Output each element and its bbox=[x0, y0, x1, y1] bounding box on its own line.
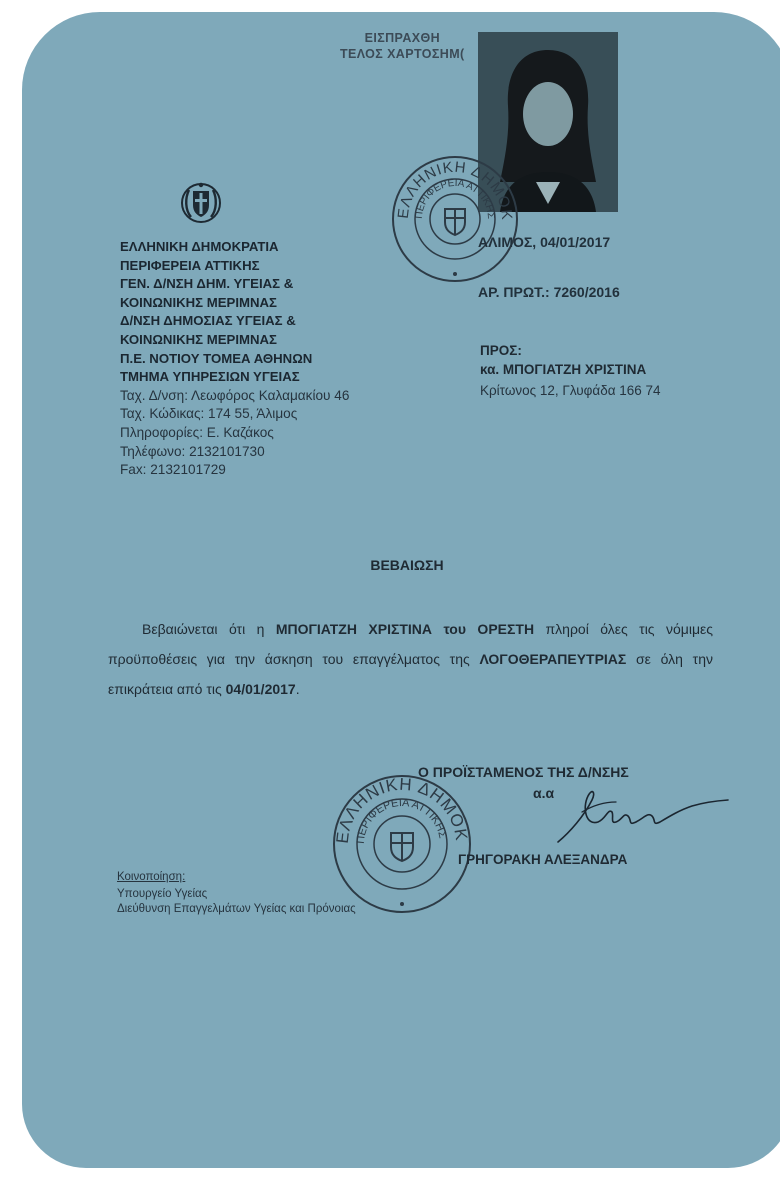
sender-org-line: ΚΟΙΝΩΝΙΚΗΣ ΜΕΡΙΜΝΑΣ bbox=[120, 294, 277, 310]
official-seal-top bbox=[388, 152, 522, 291]
seal-bottom-inner-text: ΠΕΡΙΦΕΡΕΙΑ ΑΤΤΙΚΗΣ bbox=[354, 796, 449, 845]
signatory-title: Ο ΠΡΟΪΣΤΑΜΕΝΟΣ ΤΗΣ Δ/ΝΣΗΣ bbox=[418, 764, 629, 780]
sender-block bbox=[120, 238, 349, 480]
signatory-on-behalf: α.α bbox=[533, 785, 555, 801]
profession: ΛΟΓΟΘΕΡΑΠΕΥΤΡΙΑΣ bbox=[479, 651, 627, 667]
signatory-name: ΓΡΗΓΟΡΑΚΗ ΑΛΕΞΑΝΔΡΑ bbox=[458, 852, 628, 867]
cc-recipient: Διεύθυνση Επαγγελμάτων Υγείας και Πρόνοιας bbox=[117, 903, 356, 915]
sender-phone: Τηλέφωνο: 2132101730 bbox=[120, 443, 265, 459]
document-title: ΒΕΒΑΙΩΣΗ bbox=[370, 557, 444, 573]
sender-postal-code: Ταχ. Κώδικας: 174 55, Άλιμος bbox=[120, 406, 298, 422]
sender-org-line: ΚΟΙΝΩΝΙΚΗΣ ΜΕΡΙΜΝΑΣ bbox=[120, 331, 277, 347]
certificate-body bbox=[108, 614, 713, 704]
body-text-part: Βεβαιώνεται ότι η bbox=[142, 621, 276, 637]
coat-of-arms-icon bbox=[179, 180, 223, 231]
protocol-number: ΑΡ. ΠΡΩΤ.: 7260/2016 bbox=[478, 284, 620, 300]
recipient-label: ΠΡΟΣ: bbox=[480, 343, 522, 358]
body-text-part: σε όλη την επικράτεια από τις bbox=[108, 651, 713, 697]
document-page bbox=[22, 12, 780, 1168]
sender-address: Ταχ. Δ/νση: Λεωφόρος Καλαμακίου 46 bbox=[120, 387, 350, 403]
sender-org-line: Δ/ΝΣΗ ΔΗΜΟΣΙΑΣ ΥΓΕΙΑΣ & bbox=[120, 313, 296, 329]
fee-stamp-line1: ΕΙΣΠΡΑΧΘΗ bbox=[364, 31, 441, 45]
sender-fax: Fax: 2132101729 bbox=[120, 462, 226, 478]
sender-org-line: ΤΜΗΜΑ ΥΠΗΡΕΣΙΩΝ ΥΓΕΙΑΣ bbox=[120, 369, 300, 385]
fee-stamp-line2: ΤΕΛΟΣ ΧΑΡΤΟΣΗΜ( bbox=[340, 47, 465, 61]
seal-top-outer-text: ΕΛΛΗΝΙΚΗ ΔΗΜΟΚ bbox=[394, 158, 516, 222]
seal-bottom-outer-text: ΕΛΛΗΝΙΚΗ ΔΗΜΟΚ bbox=[332, 774, 472, 845]
sender-org-line: ΕΛΛΗΝΙΚΗ ΔΗΜΟΚΡΑΤΙΑ bbox=[120, 239, 279, 254]
recipient-address: Κρίτωνος 12, Γλυφάδα 166 74 bbox=[480, 383, 661, 398]
sender-org-line: ΓΕΝ. Δ/ΝΣΗ ΔΗΜ. ΥΓΕΙΑΣ & bbox=[120, 276, 294, 292]
handwritten-signature bbox=[552, 782, 732, 857]
sender-org-line: ΠΕΡΙΦΕΡΕΙΑ ΑΤΤΙΚΗΣ bbox=[120, 257, 260, 273]
body-text-part: πληροί όλες τις νόμιμες προϋποθέσεις για την άσκηση του επαγγέλματος της bbox=[108, 621, 713, 667]
certified-person-name: ΜΠΟΓΙΑΤΖΗ ΧΡΙΣΤΙΝΑ του ΟΡΕΣΤΗ bbox=[275, 621, 535, 637]
cc-label: Κοινοποίηση: bbox=[117, 871, 186, 883]
official-seal-bottom bbox=[328, 770, 476, 923]
effective-date: 04/01/2017 bbox=[225, 681, 296, 697]
sender-org-line: Π.Ε. ΝΟΤΙΟΥ ΤΟΜΕΑ ΑΘΗΝΩΝ bbox=[120, 350, 313, 366]
place-date: ΑΛΙΜΟΣ, 04/01/2017 bbox=[478, 234, 611, 250]
body-text-part: . bbox=[295, 681, 300, 697]
seal-top-inner-text: ΠΕΡΙΦΕΡΕΙΑ ΑΤΤΙΚΗΣ bbox=[413, 177, 497, 220]
sender-info-contact: Πληροφορίες: Ε. Καζάκος bbox=[120, 424, 274, 440]
fee-stamp bbox=[340, 30, 465, 62]
recipient-name: κα. ΜΠΟΓΙΑΤΖΗ ΧΡΙΣΤΙΝΑ bbox=[480, 362, 647, 377]
cc-recipient: Υπουργείο Υγείας bbox=[117, 888, 208, 900]
